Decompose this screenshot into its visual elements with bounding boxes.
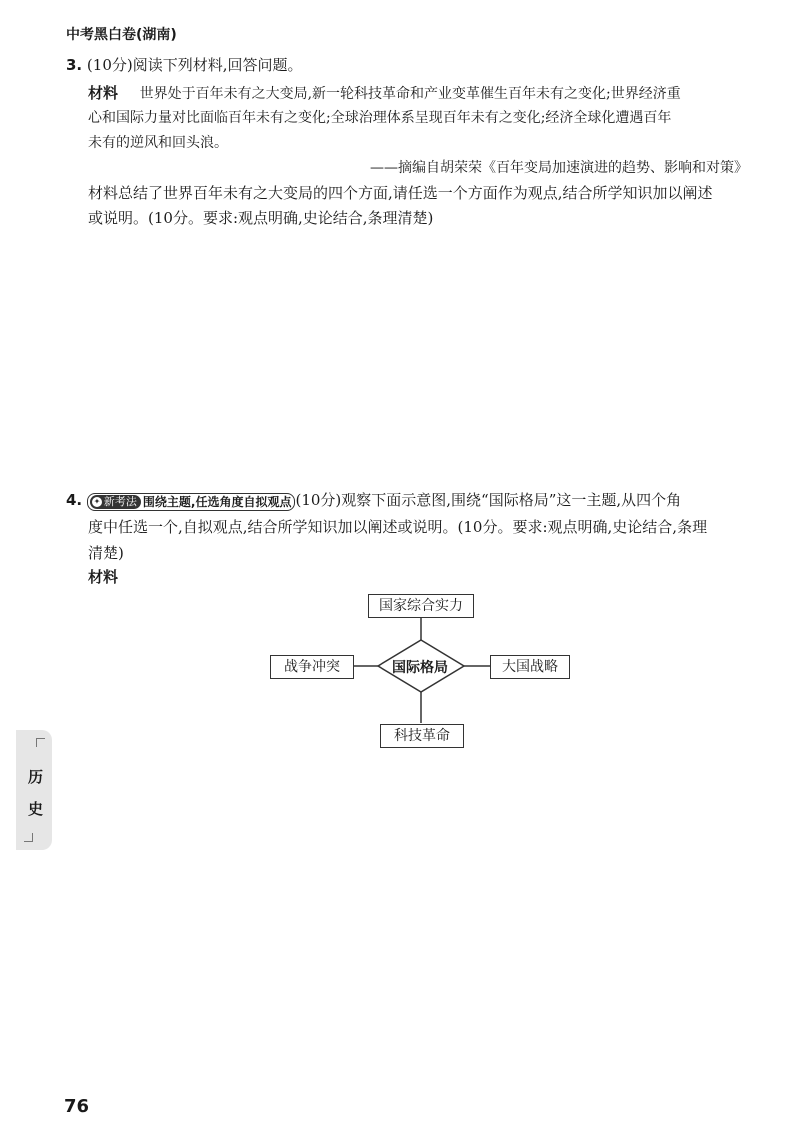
header-title: 中考黑白卷(湖南) — [66, 27, 177, 43]
node-national-strength: 国家综合实力 — [368, 594, 474, 618]
question-4-line-2: 度中任选一个,自拟观点,结合所学知识加以阐述或说明。(10分。要求:观点明确,史论结合,条理 — [88, 518, 708, 536]
question-3-material-line-1 — [88, 86, 681, 102]
question-3-material-text-1: 世界处于百年未有之大变局,新一轮科技革命和产业变革催生百年未有之变化;世界经济重 — [139, 86, 681, 102]
international-pattern-diagram — [260, 588, 580, 758]
page-number: 76 — [64, 1096, 90, 1117]
node-great-power-strategy: 大国战略 — [490, 655, 570, 679]
badge-tag — [90, 495, 141, 509]
lightbulb-icon: ✦ — [93, 497, 101, 506]
question-3-intro: (10分)阅读下列材料,回答问题。 — [86, 56, 303, 74]
new-method-badge — [87, 493, 296, 511]
question-3-material-label: 材料 — [88, 84, 119, 102]
question-4-line-1-text: (10分)观察下面示意图,围绕“国际格局”这一主题,从四个角 — [295, 491, 682, 509]
side-tab-char-2: 史 — [28, 800, 44, 818]
subject-side-tab — [16, 730, 52, 850]
badge-tag-label: 新考法 — [103, 495, 137, 508]
question-3-source: ——摘编自胡荣荣《百年变局加速演进的趋势、影响和对策》 — [370, 160, 748, 176]
question-4-material-label: 材料 — [88, 568, 119, 586]
question-3-intro-line — [66, 58, 302, 73]
tab-corner-mark-top — [36, 738, 45, 747]
question-3-number: 3. — [66, 56, 83, 74]
question-3-question-line-1: 材料总结了世界百年未有之大变局的四个方面,请任选一个方面作为观点,结合所学知识加以阐述 — [88, 184, 713, 202]
side-tab-char-1: 历 — [28, 768, 44, 786]
question-4-line-3: 清楚) — [88, 544, 124, 562]
question-3-question-line-2: 或说明。(10分。要求:观点明确,史论结合,条理清楚) — [88, 209, 434, 227]
badge-topic: 围绕主题,任选角度自拟观点 — [142, 494, 292, 509]
question-4-line-1 — [66, 493, 681, 511]
question-4-number: 4. — [66, 491, 83, 509]
node-tech-revolution: 科技革命 — [380, 724, 464, 748]
tab-corner-mark-bottom — [24, 833, 33, 842]
question-3-material-text-2: 心和国际力量对比面临百年未有之变化;全球治理体系呈现百年未有之变化;经济全球化遭遇百年 — [88, 110, 672, 126]
question-3-material-text-3: 未有的逆风和回头浪。 — [88, 135, 228, 151]
diagram-center-label: 国际格局 — [392, 660, 448, 676]
node-war-conflict: 战争冲突 — [270, 655, 354, 679]
